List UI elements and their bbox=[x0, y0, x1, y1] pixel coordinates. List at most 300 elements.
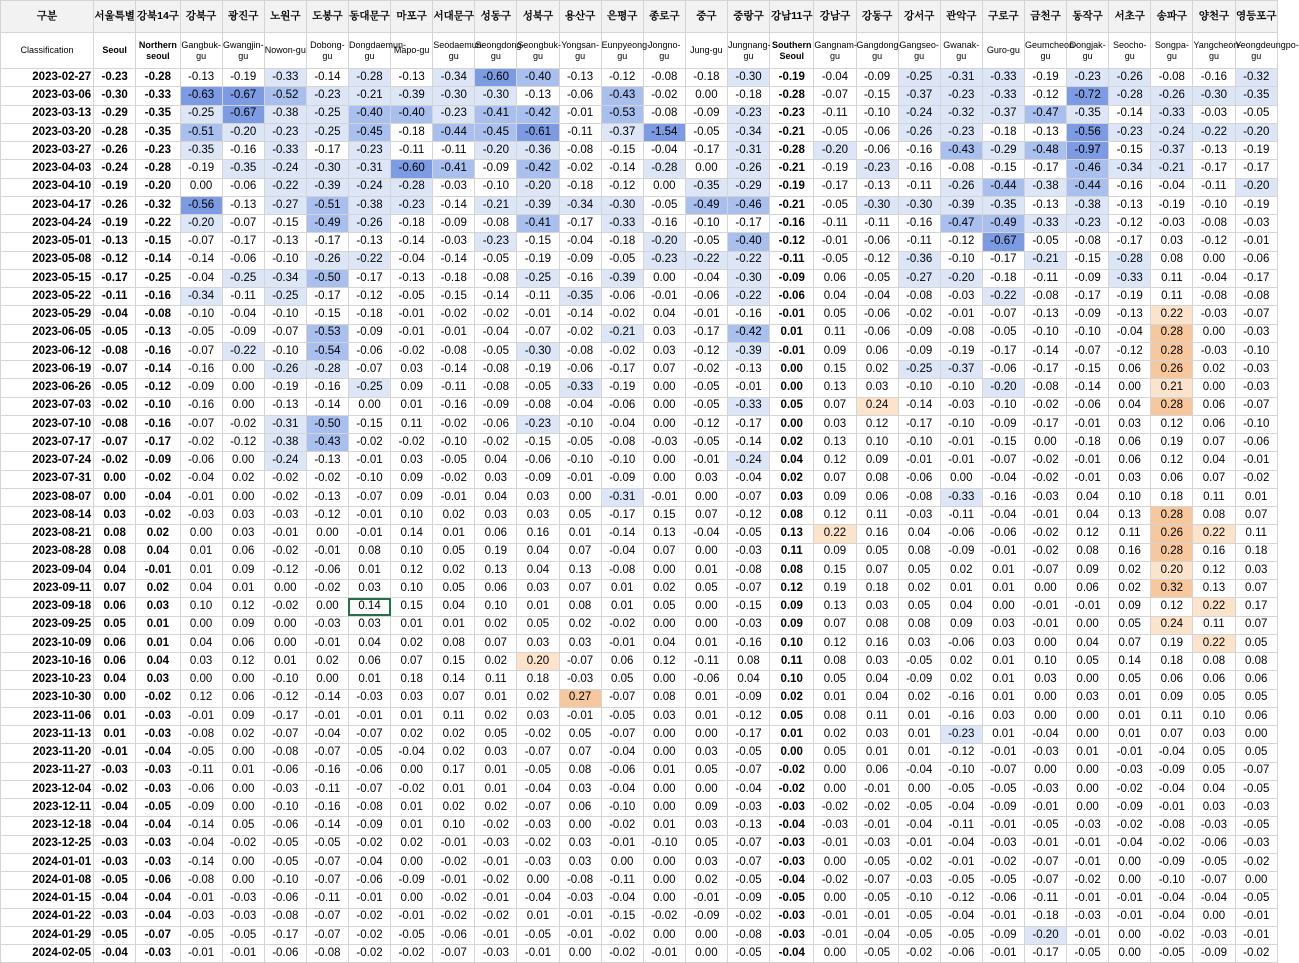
value-cell[interactable]: -0.03 bbox=[1235, 215, 1278, 233]
value-cell[interactable]: -0.05 bbox=[727, 872, 769, 890]
value-cell[interactable]: -0.49 bbox=[306, 215, 348, 233]
value-cell[interactable]: -0.02 bbox=[1024, 452, 1066, 470]
value-cell[interactable]: -0.11 bbox=[1024, 890, 1066, 908]
value-cell[interactable]: -0.16 bbox=[770, 215, 814, 233]
value-cell[interactable]: -0.02 bbox=[264, 598, 306, 616]
column-header-en[interactable]: Jongno-gu bbox=[643, 33, 685, 69]
value-cell[interactable]: 0.28 bbox=[1151, 507, 1193, 525]
value-cell[interactable]: 0.10 bbox=[770, 671, 814, 689]
selected-cell[interactable]: 0.14 bbox=[348, 598, 390, 616]
value-cell[interactable]: -0.03 bbox=[222, 908, 264, 926]
value-cell[interactable]: 0.00 bbox=[643, 269, 685, 287]
value-cell[interactable]: -0.09 bbox=[559, 251, 601, 269]
value-cell[interactable]: -0.03 bbox=[1193, 817, 1235, 835]
value-cell[interactable]: -0.17 bbox=[1235, 269, 1278, 287]
value-cell[interactable]: 0.00 bbox=[306, 671, 348, 689]
value-cell[interactable]: -0.13 bbox=[1193, 142, 1235, 160]
value-cell[interactable]: -0.01 bbox=[1024, 598, 1066, 616]
value-cell[interactable]: -0.15 bbox=[601, 142, 643, 160]
value-cell[interactable]: -0.14 bbox=[898, 397, 940, 415]
value-cell[interactable]: -0.09 bbox=[391, 872, 433, 890]
value-cell[interactable]: -0.04 bbox=[475, 324, 517, 342]
value-cell[interactable]: -0.07 bbox=[856, 872, 898, 890]
value-cell[interactable]: -0.10 bbox=[898, 434, 940, 452]
value-cell[interactable]: 0.15 bbox=[643, 507, 685, 525]
value-cell[interactable]: -0.04 bbox=[1193, 269, 1235, 287]
value-cell[interactable]: -0.23 bbox=[940, 726, 982, 744]
value-cell[interactable]: -0.06 bbox=[856, 142, 898, 160]
value-cell[interactable]: -0.02 bbox=[856, 799, 898, 817]
value-cell[interactable]: -0.18 bbox=[391, 123, 433, 141]
value-cell[interactable]: 0.03 bbox=[94, 507, 136, 525]
value-cell[interactable]: -0.02 bbox=[94, 780, 136, 798]
value-cell[interactable]: 0.00 bbox=[1024, 689, 1066, 707]
value-cell[interactable]: 0.24 bbox=[856, 397, 898, 415]
value-cell[interactable]: -0.11 bbox=[306, 890, 348, 908]
value-cell[interactable]: -0.20 bbox=[180, 215, 222, 233]
value-cell[interactable]: 0.22 bbox=[1193, 525, 1235, 543]
value-cell[interactable]: 0.01 bbox=[1235, 488, 1278, 506]
value-cell[interactable]: -0.24 bbox=[348, 178, 390, 196]
value-cell[interactable]: -0.17 bbox=[264, 707, 306, 725]
value-cell[interactable]: 0.03 bbox=[898, 634, 940, 652]
value-cell[interactable]: -0.39 bbox=[306, 178, 348, 196]
value-cell[interactable]: -0.08 bbox=[1151, 817, 1193, 835]
value-cell[interactable]: -0.30 bbox=[475, 87, 517, 105]
value-cell[interactable]: -0.27 bbox=[898, 269, 940, 287]
value-cell[interactable]: -0.18 bbox=[982, 123, 1024, 141]
value-cell[interactable]: -0.14 bbox=[559, 306, 601, 324]
value-cell[interactable]: -0.07 bbox=[727, 835, 769, 853]
value-cell[interactable]: -0.05 bbox=[898, 908, 940, 926]
value-cell[interactable]: -0.11 bbox=[940, 507, 982, 525]
value-cell[interactable]: -0.23 bbox=[1109, 123, 1151, 141]
value-cell[interactable]: -0.29 bbox=[94, 105, 136, 123]
value-cell[interactable]: -0.12 bbox=[685, 415, 727, 433]
value-cell[interactable]: 0.04 bbox=[180, 634, 222, 652]
value-cell[interactable]: -0.16 bbox=[1193, 69, 1235, 87]
value-cell[interactable]: 0.12 bbox=[1151, 415, 1193, 433]
value-cell[interactable]: 0.22 bbox=[1151, 306, 1193, 324]
date-cell[interactable]: 2023-05-15 bbox=[1, 269, 94, 287]
value-cell[interactable]: -0.08 bbox=[433, 342, 475, 360]
value-cell[interactable]: -0.30 bbox=[727, 69, 769, 87]
value-cell[interactable]: -0.07 bbox=[727, 853, 769, 871]
value-cell[interactable]: -0.24 bbox=[898, 105, 940, 123]
value-cell[interactable]: 0.00 bbox=[559, 488, 601, 506]
value-cell[interactable]: -0.24 bbox=[264, 160, 306, 178]
value-cell[interactable]: -0.16 bbox=[898, 215, 940, 233]
value-cell[interactable]: -0.23 bbox=[770, 105, 814, 123]
column-header-ko[interactable]: 중구 bbox=[685, 1, 727, 33]
value-cell[interactable]: -0.03 bbox=[136, 707, 180, 725]
value-cell[interactable]: -0.01 bbox=[1024, 616, 1066, 634]
value-cell[interactable]: 0.28 bbox=[1151, 342, 1193, 360]
value-cell[interactable]: -0.23 bbox=[306, 87, 348, 105]
value-cell[interactable]: -0.01 bbox=[601, 835, 643, 853]
value-cell[interactable]: 0.07 bbox=[1193, 434, 1235, 452]
value-cell[interactable]: -0.12 bbox=[685, 342, 727, 360]
value-cell[interactable]: -0.41 bbox=[433, 160, 475, 178]
value-cell[interactable]: -0.12 bbox=[770, 233, 814, 251]
value-cell[interactable]: -0.10 bbox=[264, 799, 306, 817]
value-cell[interactable]: -0.28 bbox=[136, 69, 180, 87]
value-cell[interactable]: -0.02 bbox=[94, 397, 136, 415]
value-cell[interactable]: -0.17 bbox=[559, 215, 601, 233]
value-cell[interactable]: -0.01 bbox=[475, 926, 517, 944]
column-header-en[interactable]: Seocho-gu bbox=[1109, 33, 1151, 69]
value-cell[interactable]: -0.60 bbox=[475, 69, 517, 87]
value-cell[interactable]: -0.01 bbox=[685, 890, 727, 908]
value-cell[interactable]: 0.09 bbox=[685, 799, 727, 817]
value-cell[interactable]: 0.03 bbox=[1193, 799, 1235, 817]
value-cell[interactable]: 0.10 bbox=[1193, 707, 1235, 725]
value-cell[interactable]: 0.08 bbox=[856, 470, 898, 488]
date-cell[interactable]: 2023-05-29 bbox=[1, 306, 94, 324]
value-cell[interactable]: -0.16 bbox=[898, 142, 940, 160]
value-cell[interactable]: -0.02 bbox=[1235, 470, 1278, 488]
column-header-ko[interactable]: 은평구 bbox=[601, 1, 643, 33]
value-cell[interactable]: 0.00 bbox=[559, 817, 601, 835]
value-cell[interactable]: -0.04 bbox=[391, 251, 433, 269]
value-cell[interactable]: -0.04 bbox=[1151, 780, 1193, 798]
value-cell[interactable]: -0.12 bbox=[222, 434, 264, 452]
value-cell[interactable]: -0.06 bbox=[982, 525, 1024, 543]
value-cell[interactable]: 0.03 bbox=[770, 488, 814, 506]
value-cell[interactable]: -0.10 bbox=[940, 379, 982, 397]
value-cell[interactable]: -0.07 bbox=[348, 488, 390, 506]
value-cell[interactable]: -0.01 bbox=[940, 853, 982, 871]
value-cell[interactable]: -0.40 bbox=[517, 69, 559, 87]
column-header-ko[interactable]: 성북구 bbox=[517, 1, 559, 33]
column-header-en[interactable]: Seongdong-gu bbox=[475, 33, 517, 69]
value-cell[interactable]: -0.07 bbox=[1193, 872, 1235, 890]
value-cell[interactable]: -0.10 bbox=[1235, 415, 1278, 433]
value-cell[interactable]: -0.42 bbox=[517, 160, 559, 178]
value-cell[interactable]: 0.10 bbox=[475, 598, 517, 616]
value-cell[interactable]: 0.05 bbox=[559, 507, 601, 525]
value-cell[interactable]: -0.01 bbox=[1067, 890, 1109, 908]
value-cell[interactable]: 0.03 bbox=[391, 361, 433, 379]
value-cell[interactable]: -0.17 bbox=[306, 233, 348, 251]
value-cell[interactable]: -0.05 bbox=[1067, 945, 1109, 963]
value-cell[interactable]: -0.33 bbox=[601, 215, 643, 233]
value-cell[interactable]: -0.20 bbox=[1235, 178, 1278, 196]
value-cell[interactable]: 0.04 bbox=[1067, 488, 1109, 506]
value-cell[interactable]: -0.11 bbox=[559, 123, 601, 141]
value-cell[interactable]: -0.05 bbox=[94, 926, 136, 944]
value-cell[interactable]: 0.01 bbox=[643, 762, 685, 780]
value-cell[interactable]: -0.01 bbox=[1067, 853, 1109, 871]
value-cell[interactable]: -0.06 bbox=[306, 561, 348, 579]
value-cell[interactable]: 0.10 bbox=[180, 598, 222, 616]
value-cell[interactable]: -0.06 bbox=[180, 780, 222, 798]
value-cell[interactable]: -0.34 bbox=[727, 123, 769, 141]
value-cell[interactable]: -0.56 bbox=[180, 196, 222, 214]
value-cell[interactable]: 0.07 bbox=[391, 653, 433, 671]
value-cell[interactable]: -0.18 bbox=[1067, 434, 1109, 452]
value-cell[interactable]: 0.18 bbox=[1151, 488, 1193, 506]
value-cell[interactable]: -0.08 bbox=[727, 561, 769, 579]
value-cell[interactable]: -0.04 bbox=[94, 945, 136, 963]
value-cell[interactable]: 0.01 bbox=[898, 707, 940, 725]
value-cell[interactable]: 0.19 bbox=[1151, 434, 1193, 452]
value-cell[interactable]: 0.02 bbox=[940, 561, 982, 579]
value-cell[interactable]: -0.01 bbox=[814, 908, 856, 926]
value-cell[interactable]: -0.08 bbox=[475, 215, 517, 233]
value-cell[interactable]: -0.09 bbox=[727, 890, 769, 908]
column-header-ko[interactable]: 서울특별 bbox=[94, 1, 136, 33]
value-cell[interactable]: 0.02 bbox=[685, 872, 727, 890]
value-cell[interactable]: -0.01 bbox=[559, 908, 601, 926]
value-cell[interactable]: -0.54 bbox=[306, 342, 348, 360]
value-cell[interactable]: -0.29 bbox=[727, 178, 769, 196]
value-cell[interactable]: -0.09 bbox=[898, 342, 940, 360]
value-cell[interactable]: -0.06 bbox=[856, 123, 898, 141]
value-cell[interactable]: 0.05 bbox=[1235, 689, 1278, 707]
value-cell[interactable]: 0.01 bbox=[433, 525, 475, 543]
value-cell[interactable]: -0.05 bbox=[517, 762, 559, 780]
value-cell[interactable]: -0.02 bbox=[136, 507, 180, 525]
value-cell[interactable]: -0.14 bbox=[306, 689, 348, 707]
value-cell[interactable]: -0.10 bbox=[264, 342, 306, 360]
value-cell[interactable]: 0.04 bbox=[856, 671, 898, 689]
value-cell[interactable]: -0.02 bbox=[643, 87, 685, 105]
value-cell[interactable]: -0.03 bbox=[559, 671, 601, 689]
value-cell[interactable]: -0.17 bbox=[898, 415, 940, 433]
value-cell[interactable]: 0.28 bbox=[1151, 324, 1193, 342]
value-cell[interactable]: 0.12 bbox=[1193, 561, 1235, 579]
value-cell[interactable]: -0.04 bbox=[1109, 835, 1151, 853]
value-cell[interactable]: -0.02 bbox=[136, 470, 180, 488]
value-cell[interactable]: 0.10 bbox=[391, 580, 433, 598]
value-cell[interactable]: -0.12 bbox=[136, 379, 180, 397]
value-cell[interactable]: 0.00 bbox=[222, 799, 264, 817]
value-cell[interactable]: 0.04 bbox=[1067, 507, 1109, 525]
value-cell[interactable]: -0.08 bbox=[727, 926, 769, 944]
value-cell[interactable]: -0.35 bbox=[136, 105, 180, 123]
value-cell[interactable]: -0.02 bbox=[433, 306, 475, 324]
value-cell[interactable]: -0.03 bbox=[94, 908, 136, 926]
value-cell[interactable]: -0.04 bbox=[770, 872, 814, 890]
value-cell[interactable]: -0.22 bbox=[136, 215, 180, 233]
value-cell[interactable]: -0.63 bbox=[180, 87, 222, 105]
value-cell[interactable]: -0.10 bbox=[264, 251, 306, 269]
value-cell[interactable]: -0.06 bbox=[856, 306, 898, 324]
value-cell[interactable]: -0.03 bbox=[136, 762, 180, 780]
value-cell[interactable]: -0.07 bbox=[306, 872, 348, 890]
value-cell[interactable]: -0.05 bbox=[1235, 780, 1278, 798]
value-cell[interactable]: 0.00 bbox=[1109, 872, 1151, 890]
value-cell[interactable]: 0.03 bbox=[559, 835, 601, 853]
value-cell[interactable]: -0.08 bbox=[1067, 233, 1109, 251]
date-cell[interactable]: 2023-09-18 bbox=[1, 598, 94, 616]
value-cell[interactable]: -0.07 bbox=[348, 361, 390, 379]
value-cell[interactable]: 0.03 bbox=[517, 580, 559, 598]
value-cell[interactable]: 0.03 bbox=[685, 744, 727, 762]
value-cell[interactable]: -0.08 bbox=[180, 726, 222, 744]
value-cell[interactable]: -0.04 bbox=[601, 780, 643, 798]
value-cell[interactable]: 0.07 bbox=[1235, 580, 1278, 598]
value-cell[interactable]: -0.33 bbox=[1109, 269, 1151, 287]
value-cell[interactable]: -0.25 bbox=[898, 361, 940, 379]
value-cell[interactable]: -0.04 bbox=[180, 269, 222, 287]
value-cell[interactable]: -0.08 bbox=[180, 872, 222, 890]
value-cell[interactable]: -0.02 bbox=[685, 361, 727, 379]
value-cell[interactable]: 0.08 bbox=[643, 689, 685, 707]
value-cell[interactable]: 0.02 bbox=[1109, 561, 1151, 579]
value-cell[interactable]: -0.10 bbox=[982, 397, 1024, 415]
value-cell[interactable]: -0.33 bbox=[264, 69, 306, 87]
value-cell[interactable]: -0.12 bbox=[940, 233, 982, 251]
value-cell[interactable]: -0.17 bbox=[814, 178, 856, 196]
value-cell[interactable]: -0.28 bbox=[1109, 251, 1151, 269]
value-cell[interactable]: -0.10 bbox=[1151, 872, 1193, 890]
value-cell[interactable]: 0.22 bbox=[814, 525, 856, 543]
value-cell[interactable]: -0.16 bbox=[940, 707, 982, 725]
value-cell[interactable]: -0.10 bbox=[940, 251, 982, 269]
value-cell[interactable]: -0.08 bbox=[1235, 288, 1278, 306]
value-cell[interactable]: 0.00 bbox=[1193, 379, 1235, 397]
value-cell[interactable]: 0.10 bbox=[1109, 488, 1151, 506]
value-cell[interactable]: -0.05 bbox=[982, 872, 1024, 890]
value-cell[interactable]: -0.08 bbox=[94, 342, 136, 360]
column-header-ko[interactable]: 동작구 bbox=[1067, 1, 1109, 33]
value-cell[interactable]: 0.03 bbox=[517, 488, 559, 506]
value-cell[interactable]: -0.50 bbox=[306, 269, 348, 287]
value-cell[interactable]: -0.01 bbox=[982, 817, 1024, 835]
value-cell[interactable]: -0.16 bbox=[222, 142, 264, 160]
value-cell[interactable]: -0.11 bbox=[685, 653, 727, 671]
value-cell[interactable]: -0.17 bbox=[727, 726, 769, 744]
value-cell[interactable]: -0.33 bbox=[982, 69, 1024, 87]
value-cell[interactable]: -0.08 bbox=[475, 269, 517, 287]
value-cell[interactable]: -0.28 bbox=[306, 361, 348, 379]
value-cell[interactable]: -0.08 bbox=[559, 872, 601, 890]
value-cell[interactable]: 0.05 bbox=[685, 580, 727, 598]
value-cell[interactable]: -0.05 bbox=[982, 324, 1024, 342]
value-cell[interactable]: 0.00 bbox=[643, 671, 685, 689]
value-cell[interactable]: -0.07 bbox=[1235, 306, 1278, 324]
value-cell[interactable]: -0.15 bbox=[601, 908, 643, 926]
value-cell[interactable]: -0.19 bbox=[180, 160, 222, 178]
value-cell[interactable]: -0.01 bbox=[814, 233, 856, 251]
value-cell[interactable]: 0.12 bbox=[180, 689, 222, 707]
value-cell[interactable]: 0.00 bbox=[643, 561, 685, 579]
value-cell[interactable]: -0.23 bbox=[940, 87, 982, 105]
value-cell[interactable]: 0.18 bbox=[1151, 653, 1193, 671]
value-cell[interactable]: -0.15 bbox=[517, 434, 559, 452]
value-cell[interactable]: -0.09 bbox=[222, 324, 264, 342]
value-cell[interactable]: -0.03 bbox=[898, 872, 940, 890]
value-cell[interactable]: 0.12 bbox=[222, 653, 264, 671]
value-cell[interactable]: -0.03 bbox=[264, 507, 306, 525]
value-cell[interactable]: -0.17 bbox=[982, 251, 1024, 269]
value-cell[interactable]: 0.00 bbox=[264, 616, 306, 634]
value-cell[interactable]: 0.09 bbox=[1151, 689, 1193, 707]
value-cell[interactable]: -0.05 bbox=[264, 835, 306, 853]
value-cell[interactable]: 0.01 bbox=[136, 634, 180, 652]
value-cell[interactable]: 0.00 bbox=[940, 470, 982, 488]
value-cell[interactable]: -0.03 bbox=[856, 835, 898, 853]
value-cell[interactable]: -0.49 bbox=[685, 196, 727, 214]
value-cell[interactable]: -0.11 bbox=[940, 817, 982, 835]
value-cell[interactable]: -0.04 bbox=[1109, 324, 1151, 342]
value-cell[interactable]: 0.01 bbox=[601, 580, 643, 598]
value-cell[interactable]: 0.26 bbox=[1151, 361, 1193, 379]
column-header-en[interactable]: Gangseo-gu bbox=[898, 33, 940, 69]
value-cell[interactable]: -0.15 bbox=[136, 233, 180, 251]
value-cell[interactable]: -0.17 bbox=[306, 288, 348, 306]
value-cell[interactable]: -0.05 bbox=[1151, 945, 1193, 963]
value-cell[interactable]: -0.23 bbox=[136, 142, 180, 160]
value-cell[interactable]: -0.07 bbox=[306, 908, 348, 926]
value-cell[interactable]: 0.02 bbox=[559, 616, 601, 634]
value-cell[interactable]: 0.00 bbox=[180, 525, 222, 543]
value-cell[interactable]: -0.15 bbox=[433, 288, 475, 306]
value-cell[interactable]: -0.08 bbox=[94, 415, 136, 433]
date-cell[interactable]: 2023-05-22 bbox=[1, 288, 94, 306]
value-cell[interactable]: -0.16 bbox=[306, 799, 348, 817]
value-cell[interactable]: -0.05 bbox=[940, 872, 982, 890]
value-cell[interactable]: -0.11 bbox=[391, 142, 433, 160]
value-cell[interactable]: -0.16 bbox=[982, 488, 1024, 506]
column-header-en[interactable]: Geumcheon-gu bbox=[1024, 33, 1066, 69]
value-cell[interactable]: 0.19 bbox=[1151, 634, 1193, 652]
value-cell[interactable]: 0.00 bbox=[1109, 926, 1151, 944]
value-cell[interactable]: -0.11 bbox=[856, 215, 898, 233]
value-cell[interactable]: 0.09 bbox=[222, 707, 264, 725]
value-cell[interactable]: 0.01 bbox=[982, 653, 1024, 671]
value-cell[interactable]: 0.18 bbox=[391, 671, 433, 689]
value-cell[interactable]: -0.01 bbox=[940, 434, 982, 452]
column-header-ko[interactable]: 강동구 bbox=[856, 1, 898, 33]
value-cell[interactable]: -0.03 bbox=[136, 780, 180, 798]
value-cell[interactable]: 0.13 bbox=[559, 561, 601, 579]
value-cell[interactable]: -0.01 bbox=[1235, 452, 1278, 470]
value-cell[interactable]: -0.01 bbox=[1067, 452, 1109, 470]
value-cell[interactable]: -0.01 bbox=[433, 324, 475, 342]
value-cell[interactable]: 0.03 bbox=[1024, 671, 1066, 689]
value-cell[interactable]: -0.41 bbox=[475, 105, 517, 123]
value-cell[interactable]: 0.13 bbox=[814, 434, 856, 452]
value-cell[interactable]: -0.04 bbox=[136, 890, 180, 908]
value-cell[interactable]: -0.11 bbox=[433, 379, 475, 397]
value-cell[interactable]: 0.09 bbox=[940, 616, 982, 634]
value-cell[interactable]: 0.01 bbox=[856, 744, 898, 762]
value-cell[interactable]: 0.07 bbox=[559, 580, 601, 598]
column-header-en[interactable]: Gangnam-gu bbox=[814, 33, 856, 69]
value-cell[interactable]: -0.30 bbox=[433, 87, 475, 105]
value-cell[interactable]: -0.09 bbox=[685, 105, 727, 123]
value-cell[interactable]: -0.10 bbox=[1235, 342, 1278, 360]
date-cell[interactable]: 2023-04-10 bbox=[1, 178, 94, 196]
value-cell[interactable]: 0.06 bbox=[222, 689, 264, 707]
value-cell[interactable]: -0.17 bbox=[264, 926, 306, 944]
value-cell[interactable]: -0.07 bbox=[982, 762, 1024, 780]
value-cell[interactable]: -0.12 bbox=[940, 890, 982, 908]
value-cell[interactable]: -0.34 bbox=[1109, 160, 1151, 178]
value-cell[interactable]: -0.06 bbox=[601, 762, 643, 780]
value-cell[interactable]: -0.33 bbox=[1024, 215, 1066, 233]
value-cell[interactable]: -0.12 bbox=[264, 561, 306, 579]
value-cell[interactable]: 0.11 bbox=[770, 543, 814, 561]
value-cell[interactable]: 0.05 bbox=[433, 580, 475, 598]
value-cell[interactable]: 0.05 bbox=[1109, 616, 1151, 634]
value-cell[interactable]: -0.13 bbox=[559, 69, 601, 87]
value-cell[interactable]: -0.02 bbox=[348, 835, 390, 853]
value-cell[interactable]: -0.10 bbox=[898, 379, 940, 397]
